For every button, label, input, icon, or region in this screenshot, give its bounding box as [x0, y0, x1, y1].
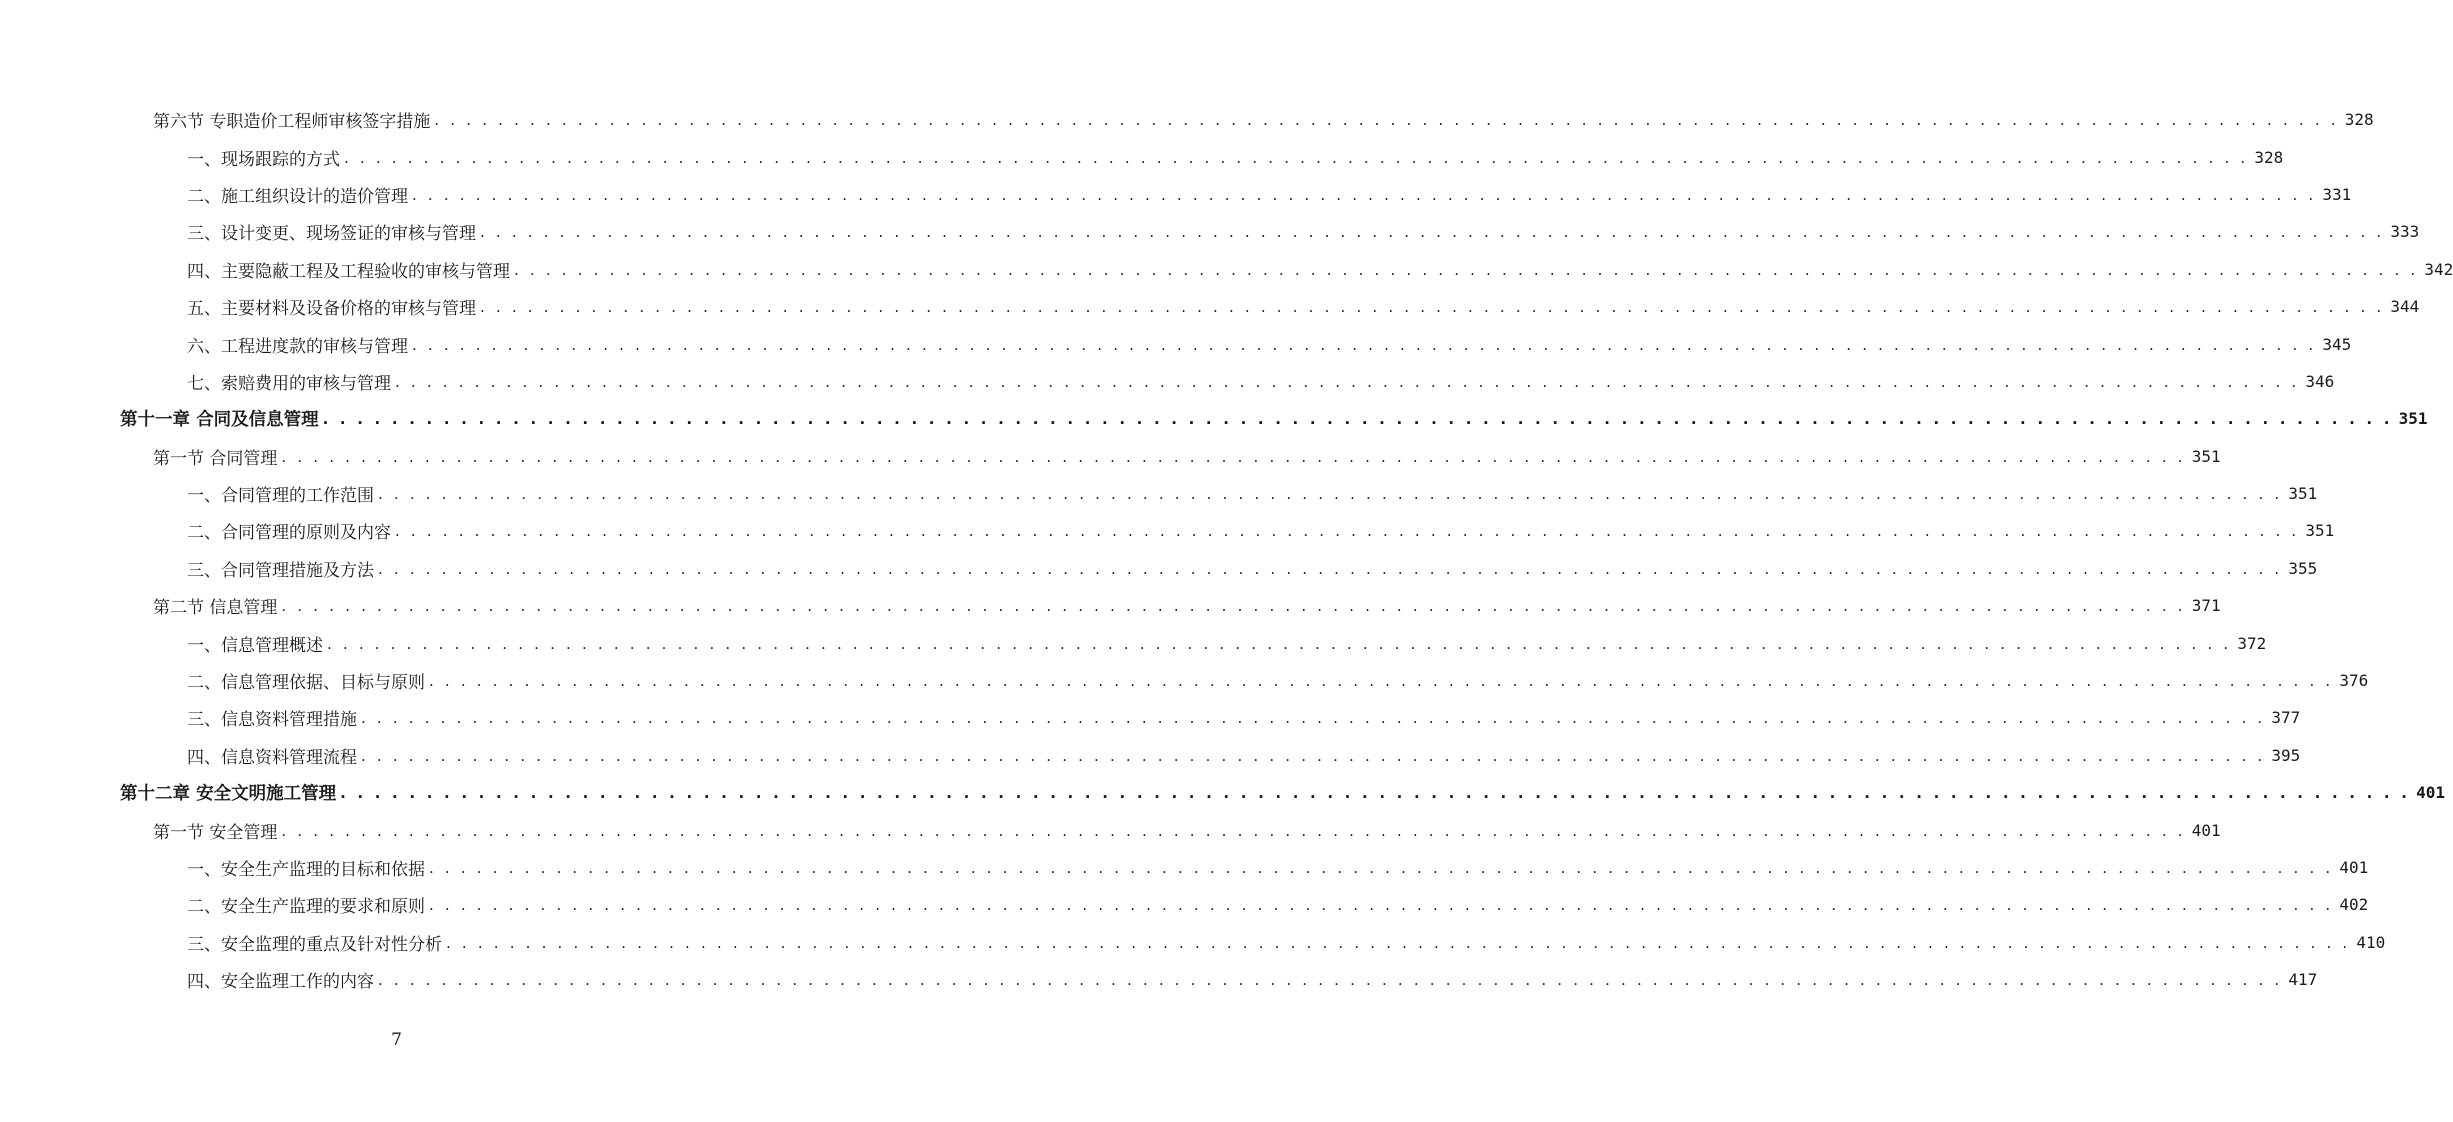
toc-entry-item[interactable]: [187, 288, 2420, 325]
toc-entry-label: 二、信息管理依据、目标与原则: [187, 668, 429, 693]
toc-entry-page-number: 344: [2384, 297, 2419, 316]
dot-leader: . . . . . . . . . . . . . . . . . . . . . . . . . . . . . . . . . . . . . . . . . . . . . . . . . . . . . . . . . . . . . . . . . . . . . . . . . . . . . . . . . . . . . . . . . . . . . . . . . . . . . . . . . . . . . . . . . . . . . . . .: [378, 971, 2283, 990]
toc-entry-label: 第一节 合同管理: [153, 444, 281, 469]
dot-leader: . . . . . . . . . . . . . . . . . . . . . . . . . . . . . . . . . . . . . . . . . . . . . . . . . . . . . . . . . . . . . . . . . . . . . . . . . . . . . . . . . . . . . . . . . . . . . . . . . . . . . . . . . . . . . . . . . . . . . . . .: [395, 522, 2300, 541]
toc-entry-item[interactable]: [187, 699, 2301, 736]
toc-entry-label: 一、安全生产监理的目标和依据: [187, 855, 429, 880]
toc-entry-label: 一、现场跟踪的方式: [187, 145, 344, 170]
toc-entry-item[interactable]: [187, 325, 2352, 362]
toc-entry-label: 六、工程进度款的审核与管理: [187, 332, 412, 357]
toc-entry-label: 三、设计变更、现场签证的审核与管理: [187, 219, 480, 244]
toc-entry-item[interactable]: [187, 924, 2386, 961]
toc-entry-item[interactable]: [187, 624, 2267, 661]
toc-entry-item[interactable]: [187, 475, 2318, 512]
dot-leader: . . . . . . . . . . . . . . . . . . . . . . . . . . . . . . . . . . . . . . . . . . . . . . . . . . . . . . . . . . . . . . . . . . . . . . . . . . . . . . . . . . . . . . . . . . . . . . . . . . . . . . . . . . . . . . . . . . . . . . . .: [480, 298, 2385, 317]
dot-leader: . . . . . . . . . . . . . . . . . . . . . . . . . . . . . . . . . . . . . . . . . . . . . . . . . . . . . . . . . . . . . . . . . . . . . . . . . . . . . . . . . . . . . . . . . . . . . . . . . . . . . . . . . . . . . . . . . . . . . . . .: [446, 933, 2351, 952]
toc-entry-item[interactable]: [187, 512, 2335, 549]
toc-entry-section[interactable]: [153, 811, 2221, 848]
toc-entry-page-number: 346: [2299, 372, 2334, 391]
toc-entry-label: 第六节 专职造价工程师审核签字措施: [153, 107, 434, 132]
toc-entry-chapter[interactable]: [120, 774, 2446, 811]
dot-leader: . . . . . . . . . . . . . . . . . . . . . . . . . . . . . . . . . . . . . . . . . . . . . . . . . . . . . . . . . . . . . . . . . . . . . . . . . . . . . . . . . . . . . . . . . . . . . . . . . . . . . . . . . . . . . . . . . . . . . . . .: [412, 335, 2317, 354]
toc-entry-label: 一、合同管理的工作范围: [187, 481, 378, 506]
toc-entry-page-number: 333: [2384, 222, 2419, 241]
toc-entry-label: 第一节 安全管理: [153, 818, 281, 843]
toc-entry-page-number: 355: [2282, 559, 2317, 578]
toc-entry-page-number: 331: [2316, 185, 2351, 204]
toc-entry-page-number: 372: [2231, 634, 2266, 653]
dot-leader: . . . . . . . . . . . . . . . . . . . . . . . . . . . . . . . . . . . . . . . . . . . . . . . . . . . . . . . . . . . . . . . . . . . . . . . . . . . . . . . . . . . . . . . . . . . . . . . . . . . . . . . . . . . . . . . . . . . . . . . .: [378, 485, 2283, 504]
toc-entry-page-number: 351: [2186, 447, 2221, 466]
page-number: 7: [391, 1030, 402, 1050]
toc-entry-label: 第十一章 合同及信息管理: [120, 406, 323, 431]
dot-leader: . . . . . . . . . . . . . . . . . . . . . . . . . . . . . . . . . . . . . . . . . . . . . . . . . . . . . . . . . . . . . . . . . . . . . . . . . . . . . . . . . . . . . . . . . . . . . . . . . . . . . . . . . . . . . . . . . . . . . . . .: [281, 597, 2186, 616]
dot-leader: . . . . . . . . . . . . . . . . . . . . . . . . . . . . . . . . . . . . . . . . . . . . . . . . . . . . . . . . . . . . . . . . . . . . . . . . . . . . . . . . . . . . . . . . . . . . . . . . . . . . . . . . . . . . . . . . . . . . . . . .: [514, 260, 2419, 279]
toc-entry-section[interactable]: [153, 101, 2374, 138]
toc-entry-label: 三、信息资料管理措施: [187, 705, 361, 730]
toc-entry-label: 第十二章 安全文明施工管理: [120, 780, 340, 805]
dot-leader: . . . . . . . . . . . . . . . . . . . . . . . . . . . . . . . . . . . . . . . . . . . . . . . . . . . . . . . . . . . . . . . . . . . . . . . . . . . . . . . . . . . . . . . . . . . . . . . . . . . . . . . . . . . . . . . . . . . . . . . .: [434, 111, 2339, 130]
toc-entry-item[interactable]: [187, 251, 2453, 288]
toc-entry-chapter[interactable]: [120, 400, 2428, 437]
toc-entry-page-number: 345: [2316, 335, 2351, 354]
dot-leader: . . . . . . . . . . . . . . . . . . . . . . . . . . . . . . . . . . . . . . . . . . . . . . . . . . . . . . . . . . . . . . . . . . . . . . . . . . . . . . . . . . . . . . . . . . . . . . . . . . . . . . . . . . . . . . . . . . . . . . . .: [429, 672, 2334, 691]
toc-entry-item[interactable]: [187, 961, 2318, 998]
toc-entry-item[interactable]: [187, 138, 2284, 175]
toc-entry-label: 二、施工组织设计的造价管理: [187, 182, 412, 207]
toc-entry-item[interactable]: [187, 849, 2369, 886]
toc-entry-label: 二、安全生产监理的要求和原则: [187, 892, 429, 917]
dot-leader: . . . . . . . . . . . . . . . . . . . . . . . . . . . . . . . . . . . . . . . . . . . . . . . . . . . . . . . . . . . . . . . . . . . . . . . . . . . . . . . . . . . . . . . . . . . . . . . . . . . . . . . . . . . . . . . . . . . . . . . .: [361, 709, 2266, 728]
dot-leader: . . . . . . . . . . . . . . . . . . . . . . . . . . . . . . . . . . . . . . . . . . . . . . . . . . . . . . . . . . . . . . . . . . . . . . . . . . . . . . . . . . . . . . . . . . . . . . . . . . . . . . . . . . . . . . . . . . . . . . . .: [340, 784, 2411, 803]
toc-entry-label: 四、信息资料管理流程: [187, 743, 361, 768]
toc-entry-item[interactable]: [187, 662, 2369, 699]
toc-entry-page-number: 376: [2333, 671, 2368, 690]
toc-entry-page-number: 410: [2350, 933, 2385, 952]
dot-leader: . . . . . . . . . . . . . . . . . . . . . . . . . . . . . . . . . . . . . . . . . . . . . . . . . . . . . . . . . . . . . . . . . . . . . . . . . . . . . . . . . . . . . . . . . . . . . . . . . . . . . . . . . . . . . . . . . . . . . . . .: [378, 559, 2283, 578]
toc-entry-page-number: 351: [2393, 409, 2428, 428]
toc-entry-section[interactable]: [153, 587, 2221, 624]
dot-leader: . . . . . . . . . . . . . . . . . . . . . . . . . . . . . . . . . . . . . . . . . . . . . . . . . . . . . . . . . . . . . . . . . . . . . . . . . . . . . . . . . . . . . . . . . . . . . . . . . . . . . . . . . . . . . . . . . . . . . . . .: [281, 447, 2186, 466]
toc-entry-page-number: 342: [2418, 260, 2453, 279]
toc-entry-page-number: 402: [2333, 895, 2368, 914]
toc-entry-page-number: 351: [2299, 521, 2334, 540]
toc-entry-label: 一、信息管理概述: [187, 631, 327, 656]
toc-entry-page-number: 351: [2282, 484, 2317, 503]
toc-entry-label: 四、安全监理工作的内容: [187, 967, 378, 992]
toc-entry-page-number: 328: [2248, 148, 2283, 167]
toc-entry-section[interactable]: [153, 438, 2221, 475]
toc-entry-item[interactable]: [187, 737, 2301, 774]
dot-leader: . . . . . . . . . . . . . . . . . . . . . . . . . . . . . . . . . . . . . . . . . . . . . . . . . . . . . . . . . . . . . . . . . . . . . . . . . . . . . . . . . . . . . . . . . . . . . . . . . . . . . . . . . . . . . . . . . . . . . . . .: [322, 410, 2393, 429]
toc-entry-label: 三、合同管理措施及方法: [187, 556, 378, 581]
dot-leader: . . . . . . . . . . . . . . . . . . . . . . . . . . . . . . . . . . . . . . . . . . . . . . . . . . . . . . . . . . . . . . . . . . . . . . . . . . . . . . . . . . . . . . . . . . . . . . . . . . . . . . . . . . . . . . . . . . . . . . . .: [412, 185, 2317, 204]
table-of-contents: [0, 101, 2453, 998]
toc-entry-item[interactable]: [187, 886, 2369, 923]
toc-entry-label: 四、主要隐蔽工程及工程验收的审核与管理: [187, 257, 514, 282]
toc-entry-page-number: 401: [2410, 783, 2445, 802]
toc-entry-page-number: 371: [2186, 596, 2221, 615]
toc-entry-label: 七、索赔费用的审核与管理: [187, 369, 395, 394]
toc-entry-page-number: 328: [2339, 110, 2374, 129]
toc-entry-item[interactable]: [187, 213, 2420, 250]
toc-entry-item[interactable]: [187, 176, 2352, 213]
dot-leader: . . . . . . . . . . . . . . . . . . . . . . . . . . . . . . . . . . . . . . . . . . . . . . . . . . . . . . . . . . . . . . . . . . . . . . . . . . . . . . . . . . . . . . . . . . . . . . . . . . . . . . . . . . . . . . . . . . . . . . . .: [361, 746, 2266, 765]
toc-entry-item[interactable]: [187, 363, 2335, 400]
toc-entry-label: 第二节 信息管理: [153, 593, 281, 618]
toc-entry-page-number: 401: [2333, 858, 2368, 877]
toc-entry-page-number: 401: [2186, 821, 2221, 840]
toc-entry-item[interactable]: [187, 550, 2318, 587]
dot-leader: . . . . . . . . . . . . . . . . . . . . . . . . . . . . . . . . . . . . . . . . . . . . . . . . . . . . . . . . . . . . . . . . . . . . . . . . . . . . . . . . . . . . . . . . . . . . . . . . . . . . . . . . . . . . . . . . . . . . . . . .: [480, 223, 2385, 242]
toc-entry-page-number: 417: [2282, 970, 2317, 989]
toc-entry-label: 五、主要材料及设备价格的审核与管理: [187, 294, 480, 319]
dot-leader: . . . . . . . . . . . . . . . . . . . . . . . . . . . . . . . . . . . . . . . . . . . . . . . . . . . . . . . . . . . . . . . . . . . . . . . . . . . . . . . . . . . . . . . . . . . . . . . . . . . . . . . . . . . . . . . . . . . . . . . .: [429, 859, 2334, 877]
dot-leader: . . . . . . . . . . . . . . . . . . . . . . . . . . . . . . . . . . . . . . . . . . . . . . . . . . . . . . . . . . . . . . . . . . . . . . . . . . . . . . . . . . . . . . . . . . . . . . . . . . . . . . . . . . . . . . . . . . . . . . . .: [344, 148, 2249, 167]
dot-leader: . . . . . . . . . . . . . . . . . . . . . . . . . . . . . . . . . . . . . . . . . . . . . . . . . . . . . . . . . . . . . . . . . . . . . . . . . . . . . . . . . . . . . . . . . . . . . . . . . . . . . . . . . . . . . . . . . . . . . . . .: [395, 372, 2300, 391]
dot-leader: . . . . . . . . . . . . . . . . . . . . . . . . . . . . . . . . . . . . . . . . . . . . . . . . . . . . . . . . . . . . . . . . . . . . . . . . . . . . . . . . . . . . . . . . . . . . . . . . . . . . . . . . . . . . . . . . . . . . . . . .: [281, 821, 2186, 840]
dot-leader: . . . . . . . . . . . . . . . . . . . . . . . . . . . . . . . . . . . . . . . . . . . . . . . . . . . . . . . . . . . . . . . . . . . . . . . . . . . . . . . . . . . . . . . . . . . . . . . . . . . . . . . . . . . . . . . . . . . . . . . .: [429, 896, 2334, 915]
toc-entry-label: 三、安全监理的重点及针对性分析: [187, 930, 446, 955]
toc-entry-page-number: 395: [2265, 746, 2300, 765]
toc-entry-label: 二、合同管理的原则及内容: [187, 518, 395, 543]
dot-leader: . . . . . . . . . . . . . . . . . . . . . . . . . . . . . . . . . . . . . . . . . . . . . . . . . . . . . . . . . . . . . . . . . . . . . . . . . . . . . . . . . . . . . . . . . . . . . . . . . . . . . . . . . . . . . . . . . . . . . . . .: [327, 634, 2232, 653]
toc-entry-page-number: 377: [2265, 708, 2300, 727]
